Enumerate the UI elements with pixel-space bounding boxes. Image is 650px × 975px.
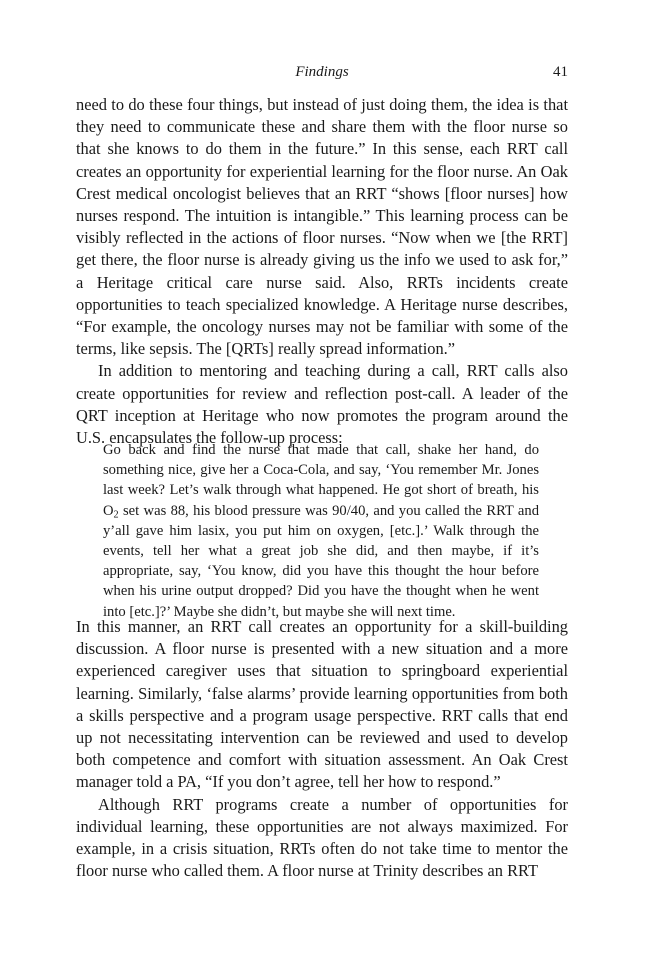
block-quote: [103, 440, 539, 622]
quote-subscript: 2: [113, 509, 119, 521]
paragraph-continued: need to do these four things, but instead of just doing them, the idea is that they need to communicate these and share them with the floor nurse so that she knows to do them in the future.” In this sense, each RRT call creates an opportunity for experiential learning for the floor nurse. An Oak Crest medical oncologist believes that an RRT “shows [floor nurses] how nurses respond. The intuition is intangible.” This learning process can be visibly reflected in the actions of floor nurses. “Now when we [the RRT] get there, the floor nurse is already giving us the info we used to ask for,” a Heritage critical care nurse said. Also, RRTs incidents create opportunities to teach specialized knowledge. A Heritage nurse describes, “For example, the oncology nurses may not be familiar with some of the terms, like sepsis. The [QRTs] really spread information.”: [76, 95, 568, 359]
paragraph-skill-building: In this manner, an RRT call creates an opportunity for a skill-building discussion. A floor nurse is presented with a new situation and a more experienced caregiver uses that situation to springboard experiential learning. Similarly, ‘false alarms’ provide learning opportunities from both a skills perspective and a program usage perspective. RRT calls that end up not necessitating intervention can be reviewed and used to develop both competence and comfort with situation assessment. An Oak Crest manager told a PA, “If you don’t agree, tell her how to respond.”: [76, 617, 568, 792]
quote-text-end: set was 88, his blood pressure was 90/40, and you called the RRT and y’all gave him lasix, you put him on oxygen, [etc.].’ Walk through the events, tell her what a great job she did, and then maybe, if it’s appropriate, say, ‘You know, did you have this thought the hour before when his urine output dropped? Did you have the thought when he went into [etc.]?’ Maybe she didn’t, but maybe she will next time.: [103, 502, 539, 620]
running-head: [76, 64, 568, 84]
paragraph-opportunities: Although RRT programs create a number of opportunities for individual learning, these opportunities are not always maximized. For example, in a crisis situation, RRTs often do not take time to mentor the floor nurse who called them. A floor nurse at Trinity describes an RRT: [76, 794, 568, 881]
running-title: Findings: [295, 64, 349, 80]
body-text-lower: [76, 616, 568, 882]
page-number: 41: [553, 64, 568, 80]
body-text-upper: [76, 94, 568, 449]
quote-text-start: Go back and find the nurse that made that call, shake her hand, do something nice, give her a Coca-Cola, and say, ‘You remember Mr. Jones last week? Let’s walk through what happened. He got short of breath, his O: [103, 442, 539, 519]
paragraph-follow-up-intro: In addition to mentoring and teaching during a call, RRT calls also create opportunities for review and reflection post-call. A leader of the QRT inception at Heritage who now promotes the program around the U.S. encapsulates the follow-up process:: [76, 361, 568, 448]
